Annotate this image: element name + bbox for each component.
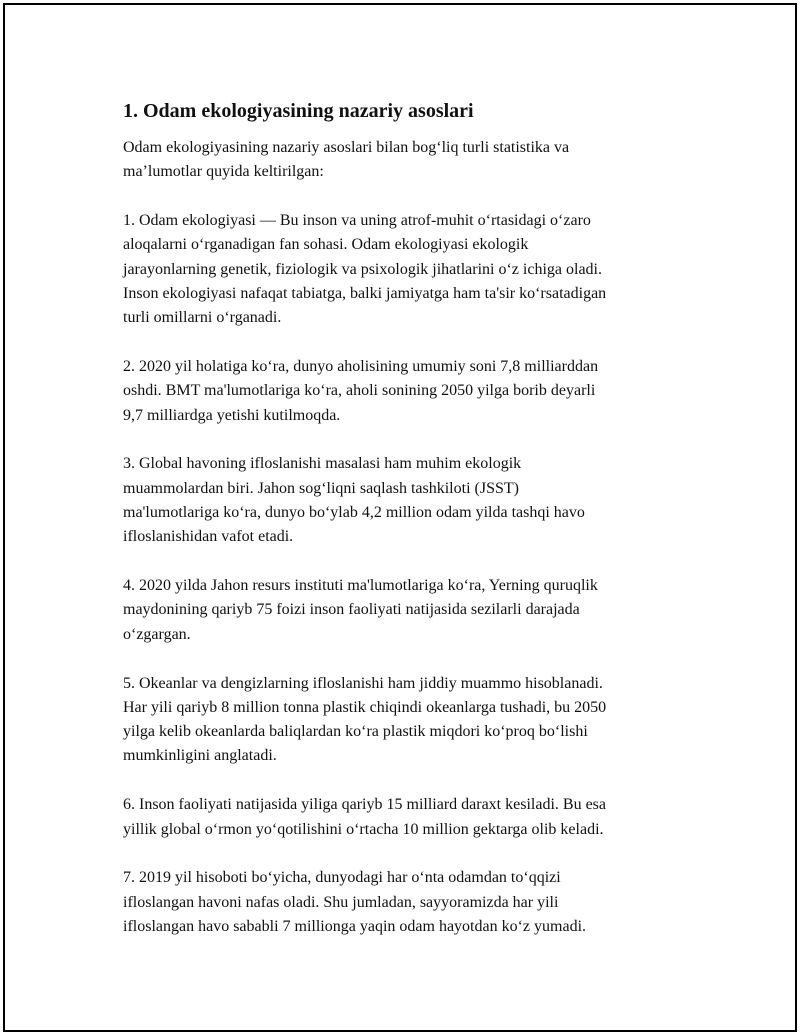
text-line: 4. 2020 yilda Jahon resurs instituti ma'lumotlariga ko‘ra, Yerning quruqlik xyxy=(123,577,598,595)
text-line: yillik global o‘rmon yo‘qotilishini o‘rtacha 10 million gektarga olib keladi. xyxy=(123,820,604,838)
text-line: Inson ekologiyasi nafaqat tabiatga, balki jamiyatga ham ta'sir ko‘rsatadigan xyxy=(123,284,607,302)
text-line: mumkinligini anglatadi. xyxy=(123,747,277,765)
text-line: 2. 2020 yil holatiga ko‘ra, dunyo aholisining umumiy soni 7,8 milliarddan xyxy=(123,358,599,376)
text-line: oshdi. BMT ma'lumotlariga ko‘ra, aholi sonining 2050 yilga borib deyarli xyxy=(123,382,596,400)
text-line: 5. Okeanlar va dengizlarning ifloslanishi ham jiddiy muammo hisoblanadi. xyxy=(123,674,603,692)
paragraph-item-3 xyxy=(123,452,693,549)
paragraph-item-5 xyxy=(123,672,693,769)
page-title: 1. Odam ekologiyasining nazariy asoslari xyxy=(123,100,474,122)
text-line: 3. Global havoning ifloslanishi masalasi ham muhim ekologik xyxy=(123,455,522,473)
page-frame xyxy=(3,3,797,1032)
paragraph-item-1 xyxy=(123,209,693,330)
text-line: Har yili qariyb 8 million tonna plastik chiqindi okeanlarga tushadi, bu 2050 xyxy=(123,698,607,716)
text-line: yilga kelib okeanlarda baliqlardan ko‘ra plastik miqdori ko‘proq bo‘lishi xyxy=(123,723,588,741)
text-line: ma’lumotlar quyida keltirilgan: xyxy=(123,163,324,181)
paragraph-item-4 xyxy=(123,574,693,647)
text-line: 7. 2019 yil hisoboti bo‘yicha, dunyodagi har o‘nta odamdan to‘qqizi xyxy=(123,869,561,887)
intro-paragraph xyxy=(123,136,693,185)
text-line: ifloslanishidan vafot etadi. xyxy=(123,528,294,546)
text-line: aloqalarni o‘rganadigan fan sohasi. Odam ekologiyasi ekologik xyxy=(123,236,529,254)
paragraph-item-2 xyxy=(123,355,693,428)
text-line: muammolardan biri. Jahon sog‘liqni saqlash tashkiloti (JSST) xyxy=(123,479,519,497)
text-line: ifloslangan havo sababli 7 millionga yaqin odam hayotdan ko‘z yumadi. xyxy=(123,917,587,935)
text-line: ma'lumotlariga ko‘ra, dunyo bo‘ylab 4,2 million odam yilda tashqi havo xyxy=(123,504,585,522)
text-line: Odam ekologiyasining nazariy asoslari bilan bog‘liq turli statistika va xyxy=(123,139,570,156)
text-line: 9,7 milliardga yetishi kutilmoqda. xyxy=(123,406,341,424)
text-line: jarayonlarning genetik, fiziologik va psixologik jihatlarini o‘z ichiga oladi. xyxy=(123,260,602,278)
document-body xyxy=(123,98,693,964)
text-line: maydonining qariyb 75 foizi inson faoliyati natijasida sezilarli darajada xyxy=(123,601,580,619)
text-line: o‘zgargan. xyxy=(123,625,191,643)
paragraph-item-6 xyxy=(123,793,693,842)
text-line: 1. Odam ekologiyasi — Bu inson va uning atrof-muhit o‘rtasidagi o‘zaro xyxy=(123,212,591,230)
paragraph-item-7 xyxy=(123,866,693,939)
text-line: ifloslangan havoni nafas oladi. Shu jumladan, sayyoramizda har yili xyxy=(123,893,559,911)
text-line: turli omillarni o‘rganadi. xyxy=(123,309,282,327)
text-line: 6. Inson faoliyati natijasida yiliga qariyb 15 milliard daraxt kesiladi. Bu esa xyxy=(123,796,606,814)
